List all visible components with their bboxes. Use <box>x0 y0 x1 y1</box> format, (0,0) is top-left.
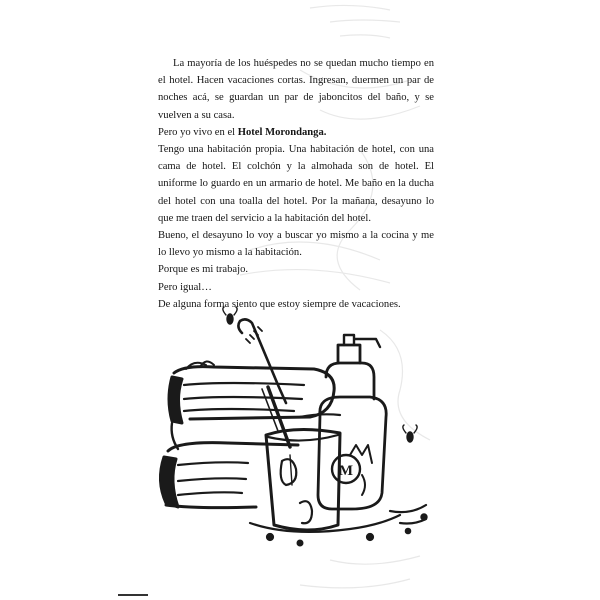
cup-monogram: M <box>338 463 354 479</box>
line-hotel-name <box>158 124 434 141</box>
page-body-text <box>158 55 434 313</box>
page-edge-mark <box>118 594 148 596</box>
line-trabajo: Porque es mi trabajo. <box>158 264 249 276</box>
line-vacaciones: De alguna forma siento que estoy siempre de vacaciones. <box>158 298 401 310</box>
paragraph-guests: La mayoría de los huéspedes no se quedan mucho tiempo en el hotel. Hacen vacaciones cortas. Ingresan, duermen un par de noches acá, se guardan un par de jaboncitos del baño, y se vuelven a su casa. <box>158 58 434 121</box>
fly-icon <box>223 307 237 324</box>
folded-towels <box>160 361 340 507</box>
hotel-name: Hotel Morondanga. <box>237 126 327 138</box>
bathroom-illustration <box>150 305 450 550</box>
line-pero-igual: Pero igual… <box>158 281 212 293</box>
fly-icon <box>403 425 417 442</box>
line-pero-prefix: Pero yo vivo en el <box>158 126 238 138</box>
paragraph-breakfast: Bueno, el desayuno lo voy a buscar yo mismo a la cocina y me lo llevo yo mismo a la habitación. <box>158 230 434 259</box>
paragraph-room: Tengo una habitación propia. Una habitación de hotel, con una cama de hotel. El colchón y la almohada son de hotel. El uniforme lo guardo en un armario de hotel. Me baño en la ducha del hotel con una toalla del hotel. Por la mañana, desayuno lo que me traen del servicio a la habitación del hotel. <box>158 144 434 224</box>
